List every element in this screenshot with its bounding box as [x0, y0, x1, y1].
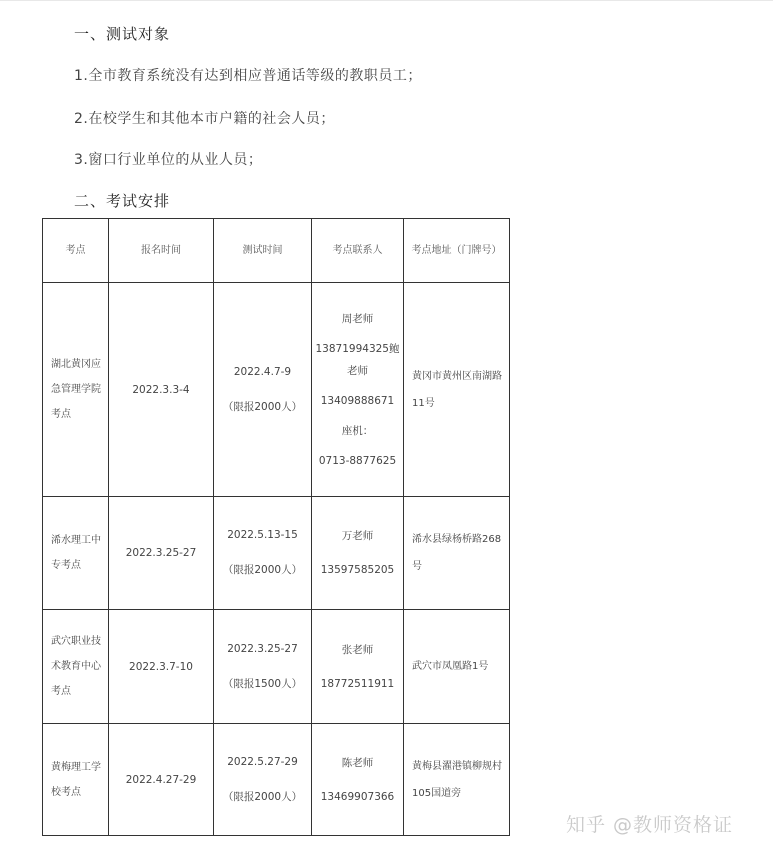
venue-cell: 黄梅理工学校考点	[43, 724, 109, 836]
venue-cell: 湖北黄冈应急管理学院考点	[43, 283, 109, 497]
top-divider	[0, 0, 773, 1]
signup-time-cell: 2022.3.3-4	[109, 283, 214, 497]
signup-time-cell: 2022.3.25-27	[109, 497, 214, 610]
contact-line: 陈老师	[341, 756, 374, 769]
watermark: 知乎 @教师资格证	[566, 814, 734, 836]
header-signup-time: 报名时间	[109, 219, 214, 283]
contact-line: 18772511911	[320, 677, 395, 690]
section2-title: 二、考试安排	[74, 192, 171, 210]
contact-line: 万老师	[341, 530, 374, 542]
target-item-2: 2.在校学生和其他本市户籍的社会人员；	[74, 111, 335, 127]
contact-line: 周老师	[341, 312, 374, 325]
test-date: 2022.4.7-9	[233, 365, 292, 378]
header-test-time: 测试时间	[214, 219, 312, 283]
contact-line: 13597585205	[320, 564, 395, 576]
contact-line: 13409888671	[320, 394, 395, 407]
test-time-cell	[214, 724, 312, 836]
contact-line: 13469907366	[320, 790, 395, 803]
address-cell: 黄梅县濯港镇柳规村105国道旁	[404, 724, 510, 836]
address-cell: 武穴市凤凰路1号	[404, 610, 510, 724]
address-cell: 浠水县绿杨桥路268号	[404, 497, 510, 610]
contact-cell	[312, 283, 404, 497]
header-venue: 考点	[43, 219, 109, 283]
contact-line: 张老师	[341, 643, 374, 656]
contact-cell	[312, 724, 404, 836]
contact-line: 0713-8877625	[318, 454, 397, 467]
table-header-row	[43, 219, 510, 283]
table-row	[43, 724, 510, 836]
header-address: 考点地址（门牌号）	[404, 219, 510, 283]
test-limit: （限报2000人）	[222, 564, 303, 576]
header-contact: 考点联系人	[312, 219, 404, 283]
test-date: 2022.5.27-29	[227, 755, 298, 768]
target-item-3: 3.窗口行业单位的从业人员；	[74, 152, 263, 168]
table-row	[43, 497, 510, 610]
test-limit: （限报2000人）	[222, 790, 303, 803]
test-date: 2022.5.13-15	[227, 529, 298, 541]
test-date: 2022.3.25-27	[227, 642, 298, 655]
test-limit: （限报1500人）	[222, 677, 303, 690]
test-time-cell	[214, 497, 312, 610]
contact-line: 13871994325鲍老师	[315, 342, 400, 377]
target-item-1: 1.全市教育系统没有达到相应普通话等级的教职员工；	[74, 68, 422, 84]
exam-schedule-table	[42, 218, 510, 836]
test-limit: （限报2000人）	[222, 400, 303, 413]
contact-cell	[312, 610, 404, 724]
section1-title: 一、测试对象	[74, 25, 171, 43]
table-row	[43, 610, 510, 724]
contact-cell	[312, 497, 404, 610]
signup-time-cell: 2022.3.7-10	[109, 610, 214, 724]
test-time-cell	[214, 283, 312, 497]
venue-cell: 武穴职业技术教育中心考点	[43, 610, 109, 724]
signup-time-cell: 2022.4.27-29	[109, 724, 214, 836]
venue-cell: 浠水理工中专考点	[43, 497, 109, 610]
address-cell: 黄冈市黄州区南湖路11号	[404, 283, 510, 497]
table-row	[43, 283, 510, 497]
test-time-cell	[214, 610, 312, 724]
contact-line: 座机：	[341, 424, 374, 437]
